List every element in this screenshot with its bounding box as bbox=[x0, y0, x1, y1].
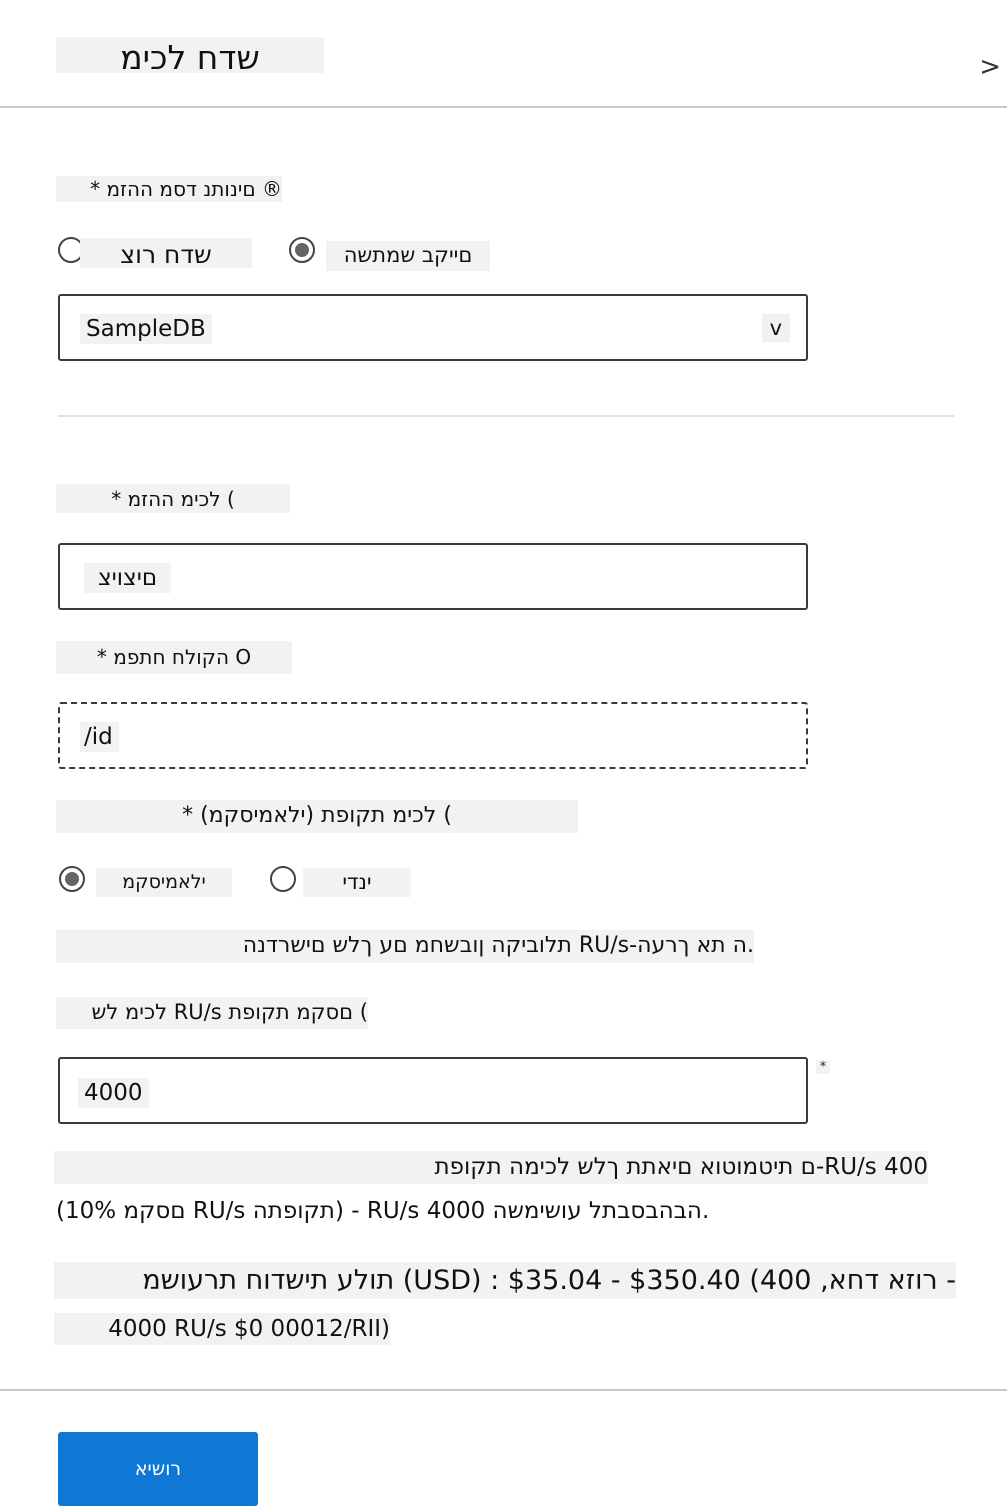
autoscale-note-line2: (10% םסקמ RU/s תקופתה) - RU/s 4000 הבהבסבתל עושימשה. bbox=[56, 1198, 710, 1224]
max-throughput-value: 4000 bbox=[78, 1078, 149, 1108]
database-selected-value: SampleDB bbox=[80, 314, 212, 344]
max-throughput-input[interactable] bbox=[58, 1057, 808, 1124]
cost-estimate-line2: 4000 RU/s $0 00012/RII) bbox=[54, 1313, 390, 1345]
container-id-input[interactable] bbox=[58, 543, 808, 610]
radio-autoscale[interactable] bbox=[59, 866, 85, 892]
partition-key-label: * הקולח חתפמ O bbox=[56, 641, 292, 674]
container-id-value: םיצויצ bbox=[84, 563, 171, 593]
panel-title: שדח לכימ bbox=[56, 37, 324, 73]
section-divider bbox=[58, 415, 954, 417]
partition-key-input[interactable] bbox=[58, 702, 808, 769]
throughput-label: * (ילאמיסקמ) לכימ תקופת ( bbox=[56, 800, 578, 833]
radio-autoscale-label: ילאמיסקמ bbox=[96, 868, 232, 897]
radio-create-new-label: שדח רוצ bbox=[80, 238, 252, 268]
database-id-label: * םינותנ דסמ ההזמ ® bbox=[56, 176, 282, 202]
ok-button[interactable]: רושיא bbox=[58, 1432, 258, 1506]
database-select[interactable] bbox=[58, 294, 808, 361]
radio-manual-label: ינדי bbox=[303, 868, 411, 897]
required-asterisk: * bbox=[816, 1060, 830, 1074]
radio-manual[interactable] bbox=[270, 866, 296, 892]
header-divider bbox=[0, 106, 1007, 108]
chevron-down-icon: v bbox=[762, 314, 790, 342]
partition-key-value: /id bbox=[80, 722, 119, 752]
max-throughput-label: לכימ לש RU/s םסקמ תקופת ( bbox=[56, 997, 368, 1029]
cost-estimate-line1: תולע תישדוח תרעושמ (USD) : $35.04 - $350.40 (רוזא דחא, 400 - bbox=[54, 1262, 956, 1299]
container-id-label: * לכימ ההזמ ( bbox=[56, 484, 290, 513]
autoscale-note-line1: ם תיטמוטוא םיאתת ךלש לכימה תקופת-RU/s 400 bbox=[54, 1151, 928, 1184]
footer-divider bbox=[0, 1389, 1007, 1391]
radio-use-existing-label: םייקב שמתשה bbox=[326, 241, 490, 271]
close-icon[interactable]: > bbox=[979, 52, 1001, 82]
throughput-hint: תלוביקה ןובשחמ םע ךלש םישרדנה RU/s-ה תא ךרעה. bbox=[56, 930, 754, 963]
radio-use-existing[interactable] bbox=[289, 237, 315, 263]
